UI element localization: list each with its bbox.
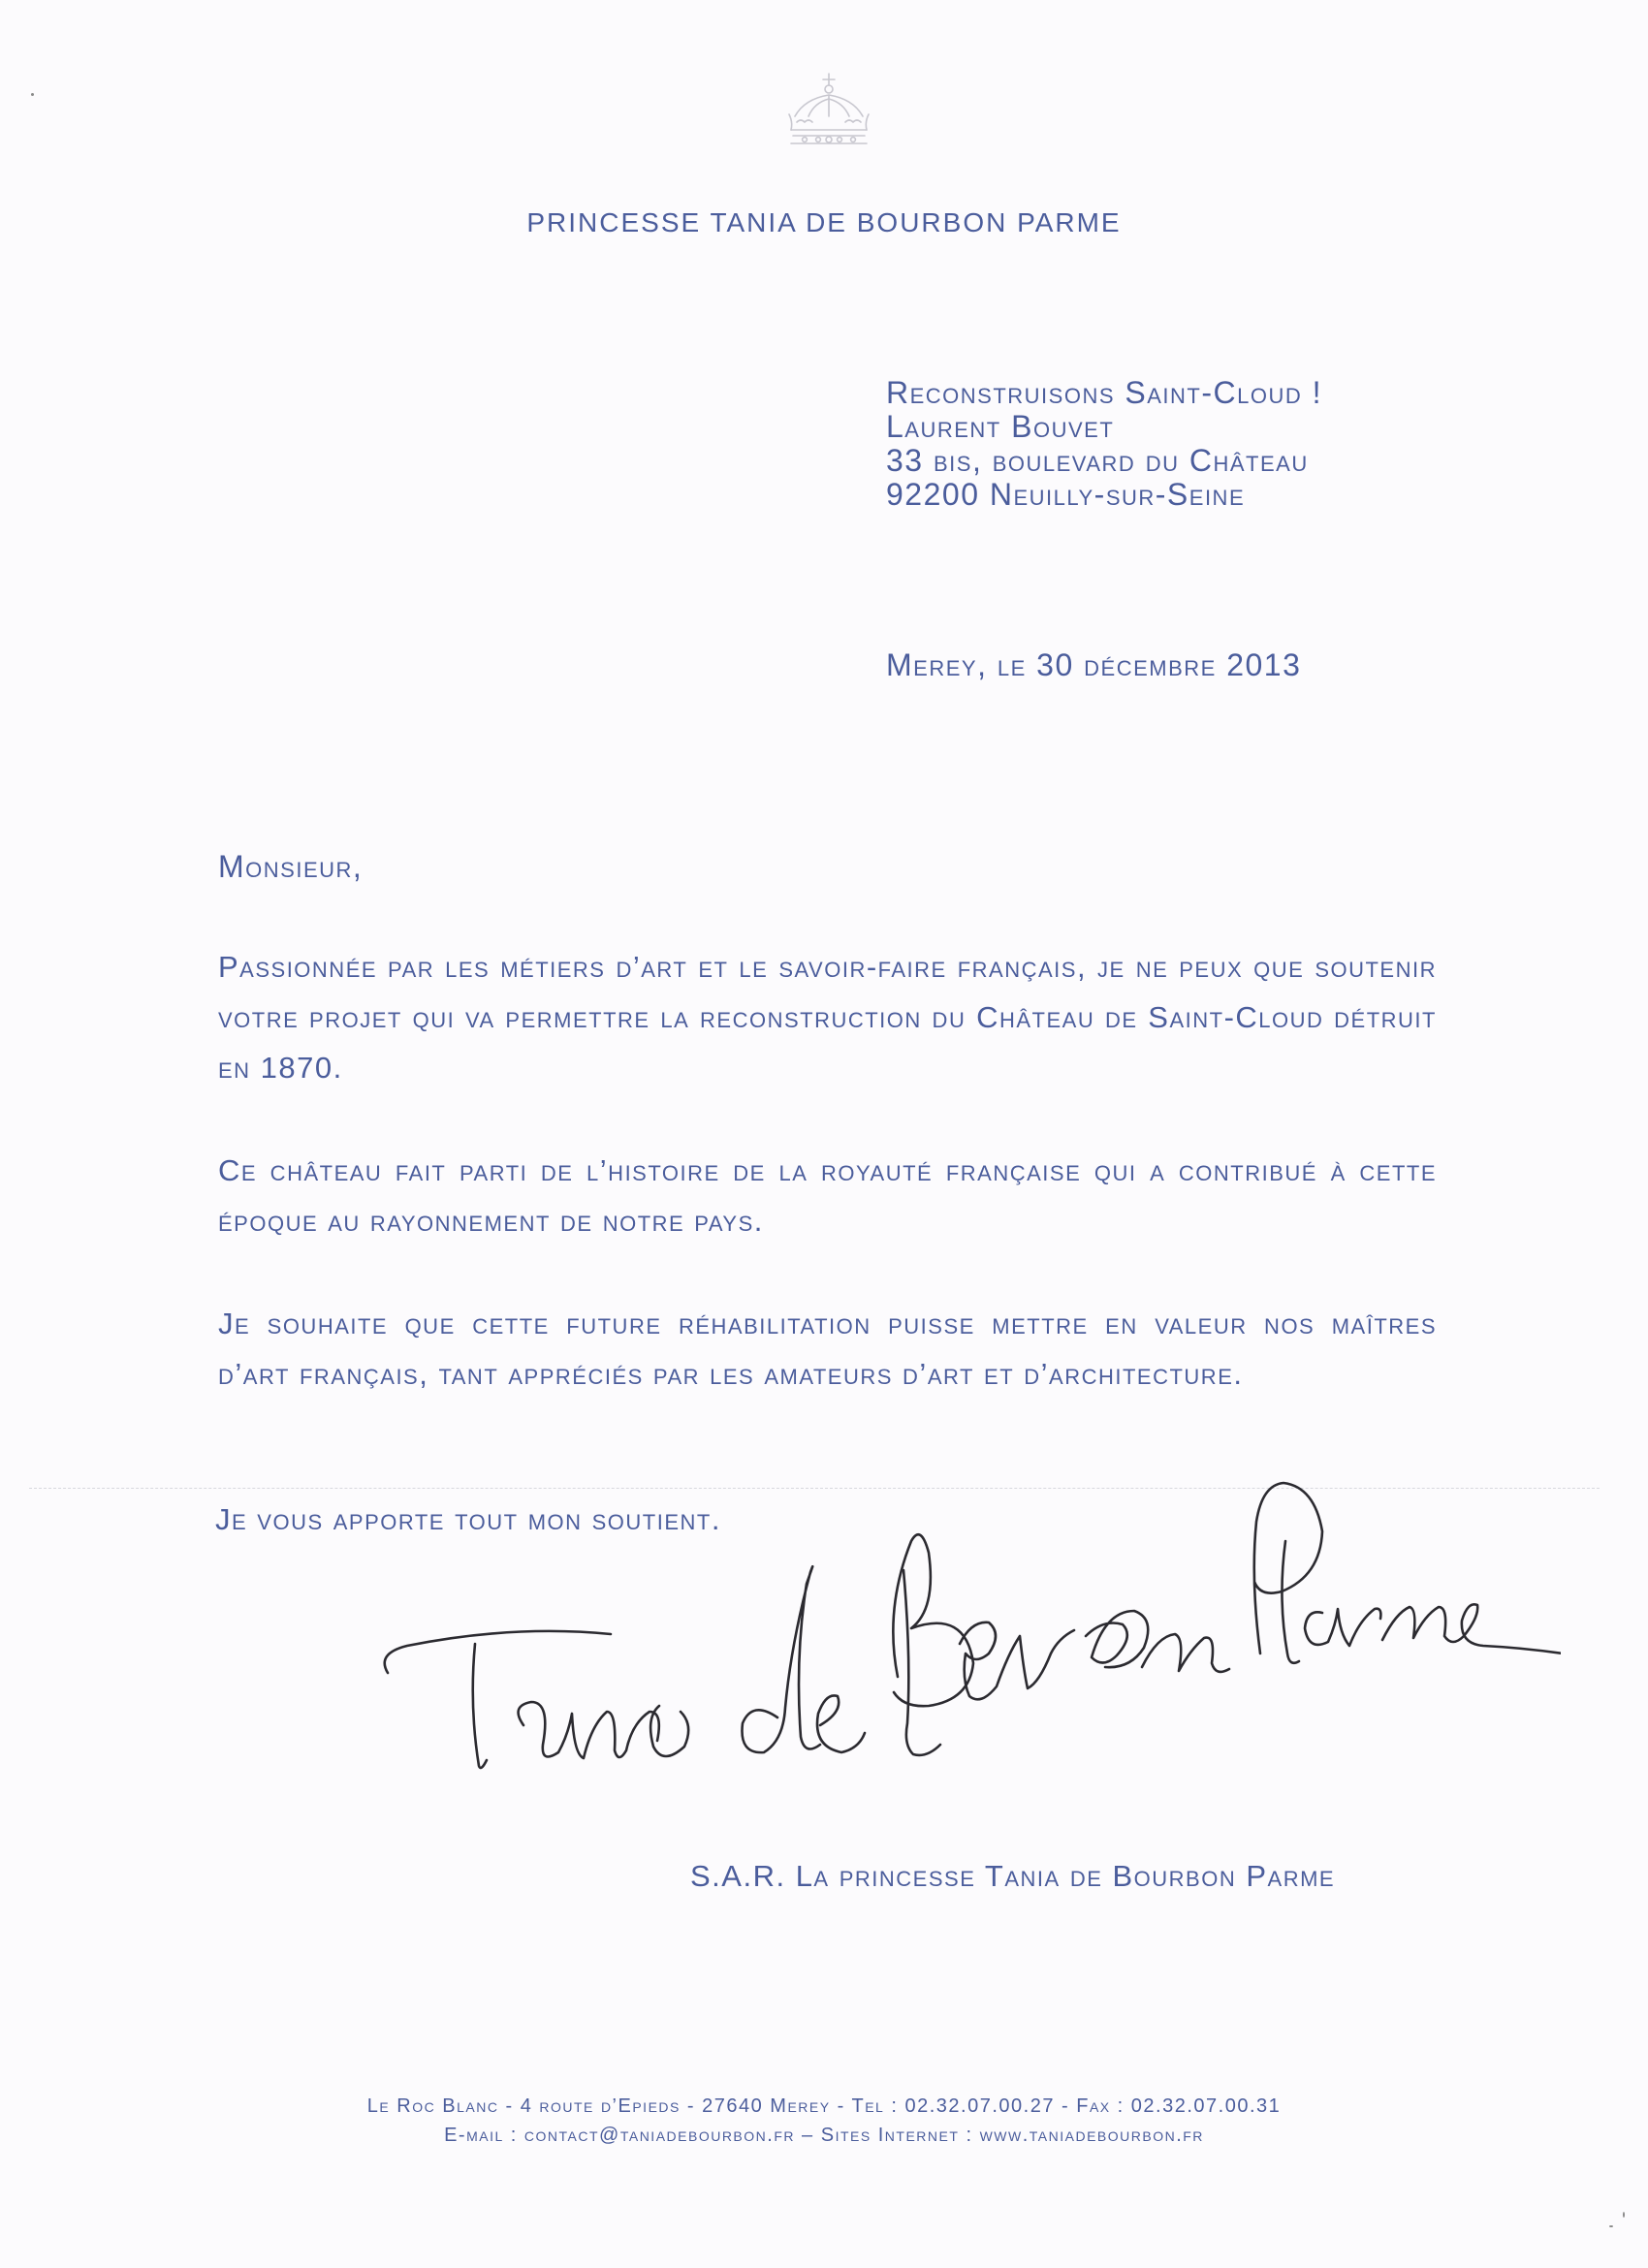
body-paragraph-2: Ce château fait parti de l’histoire de la royauté française qui a contribué à cette époque au rayonnement de notre pays. xyxy=(218,1153,1437,1238)
letterhead-name: PRINCESSE TANIA DE BOURBON PARME xyxy=(526,207,1122,237)
recipient-address xyxy=(886,376,1322,512)
handwritten-signature xyxy=(368,1464,1561,1793)
body-paragraph-3: Je souhaite que cette future réhabilitation puisse mettre en valeur nos maîtres d’art français, tant appréciés par les amateurs d’art et d’architecture. xyxy=(218,1307,1437,1391)
recipient-street: 33 bis, boulevard du Château xyxy=(886,443,1309,478)
salutation: Monsieur, xyxy=(218,849,364,884)
scan-speck xyxy=(1623,2212,1625,2218)
recipient-name: Laurent Bouvet xyxy=(886,409,1115,444)
recipient-organization: Reconstruisons Saint-Cloud ! xyxy=(886,375,1323,410)
crown-icon xyxy=(776,66,882,171)
scan-speck xyxy=(1609,2225,1613,2227)
recipient-city: 92200 Neuilly-sur-Seine xyxy=(886,477,1246,512)
closing-line: Je vous apporte tout mon soutient. xyxy=(215,1502,721,1536)
signatory-name: S.A.R. La princesse Tania de Bourbon Parme xyxy=(690,1859,1336,1893)
footer-address: Le Roc Blanc - 4 route d’Epieds - 27640 Merey - Tel : 02.32.07.00.27 - Fax : 02.32.07.00.31 xyxy=(366,2095,1282,2117)
body-paragraph-1: Passionnée par les métiers d’art et le savoir-faire français, je ne peux que soutenir votre projet qui va permettre la reconstruction du Château de Saint-Cloud détruit en 1870. xyxy=(218,950,1437,1085)
letter-date: Merey, le 30 décembre 2013 xyxy=(886,647,1302,682)
letter-footer xyxy=(0,2092,1648,2150)
footer-contact: E-mail : contact@taniadebourbon.fr – Sites Internet : www.taniadebourbon.fr xyxy=(444,2125,1204,2146)
scan-speck xyxy=(31,93,34,96)
